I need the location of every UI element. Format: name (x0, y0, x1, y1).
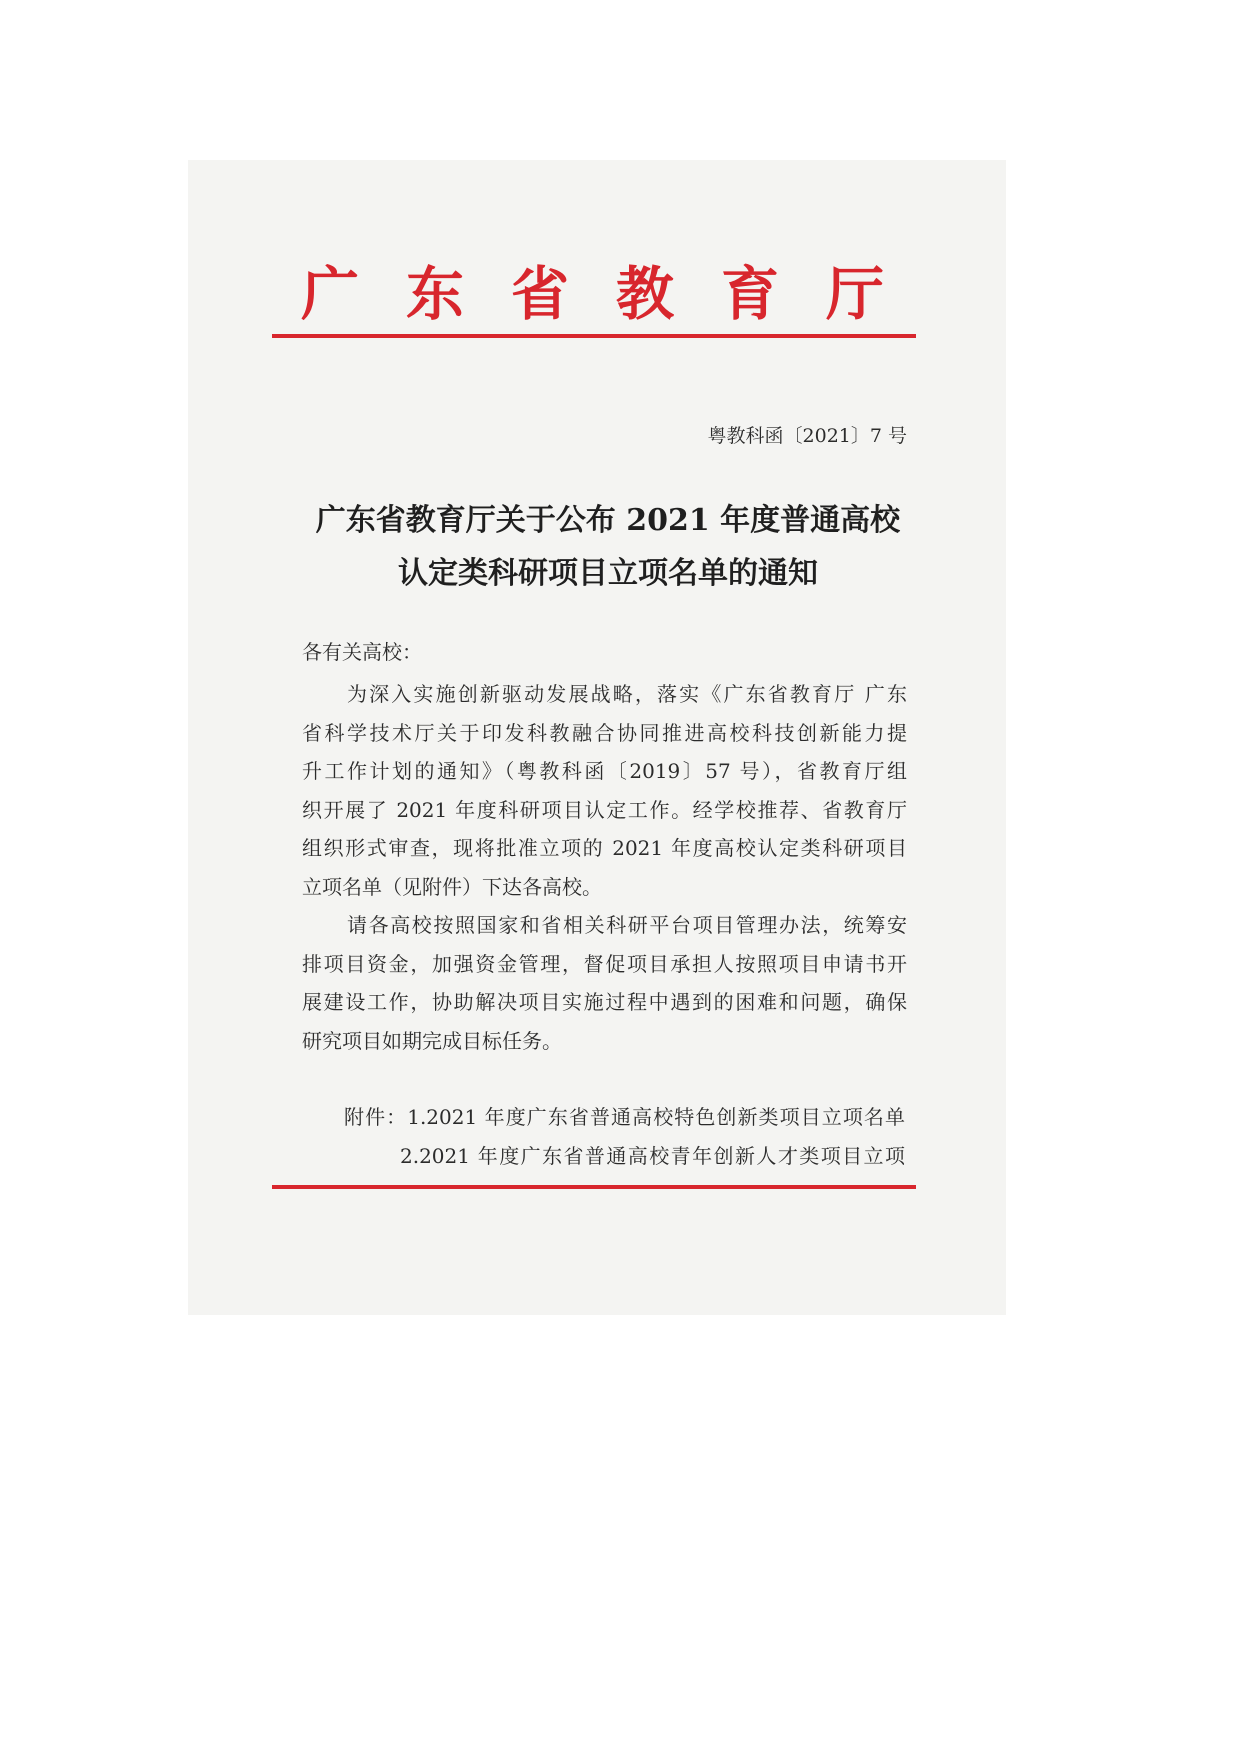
body-line: 立项名单（见附件）下达各高校。 (302, 874, 602, 899)
body-line: 升工作计划的通知》（粤教科函〔2019〕57 号），省教育厅组 (302, 759, 907, 783)
body-line: 排项目资金，加强资金管理，督促项目承担人按照项目申请书开 (302, 951, 907, 976)
attachment-item-1: 附件：1.2021 年度广东省普通高校特色创新类项目立项名单 (344, 1105, 905, 1129)
footer-red-rule (272, 1185, 916, 1189)
body-line: 省科学技术厅关于印发科教融合协同推进高校科技创新能力提 (302, 720, 907, 745)
attachment-item-2: 2.2021 年度广东省普通高校青年创新人才类项目立项 (400, 1144, 905, 1168)
body-line: 请各高校按照国家和省相关科研平台项目管理办法，统筹安 (347, 913, 907, 937)
scanned-document-page (188, 160, 1006, 1315)
body-line: 研究项目如期完成目标任务。 (302, 1028, 562, 1053)
body-line: 展建设工作，协助解决项目实施过程中遇到的困难和问题，确保 (302, 990, 907, 1014)
masthead-title: 广东省教育厅 (301, 260, 932, 328)
notice-title-line-1: 广东省教育厅关于公布 2021 年度普通高校 (315, 503, 901, 538)
salutation: 各有关高校： (302, 640, 422, 664)
notice-body (302, 675, 907, 1060)
body-line: 组织形式审查，现将批准立项的 2021 年度高校认定类科研项目 (302, 836, 907, 860)
notice-title-line-2: 认定类科研项目立项名单的通知 (398, 556, 818, 591)
body-line: 为深入实施创新驱动发展战略，落实《广东省教育厅 广东 (347, 682, 907, 706)
masthead-red-rule (272, 334, 916, 338)
document-number: 粤教科函〔2021〕7 号 (707, 425, 907, 447)
body-line: 织开展了 2021 年度科研项目认定工作。经学校推荐、省教育厅 (302, 797, 907, 822)
